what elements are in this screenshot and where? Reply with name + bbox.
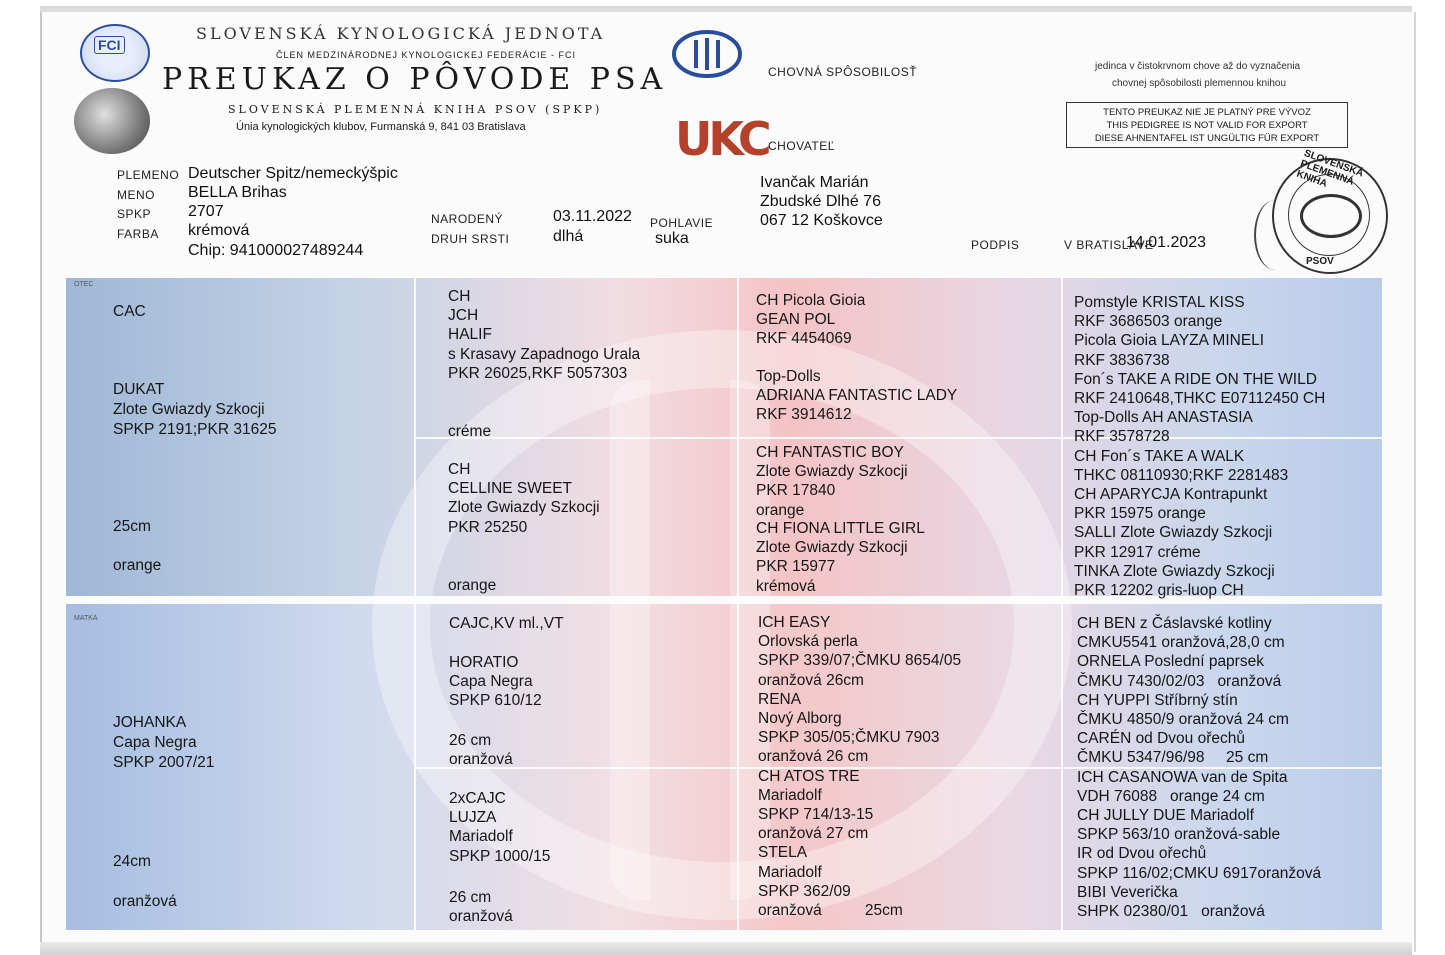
sire-title: CAC [113, 303, 146, 320]
breed-value: Deutscher Spitz/nemeckýšpic [188, 165, 398, 182]
sire-kennel: Zlote Gwiazdy Szkocji [113, 401, 265, 418]
dam-reg: SPKP 2007/21 [113, 754, 215, 771]
breeding-note-2: chovnej spôsobilosti plemennou knihou [1112, 78, 1287, 89]
name-value: BELLA Brihas [188, 184, 287, 201]
sire-height: 25cm [113, 518, 151, 535]
dam-dam-line: 2xCAJC LUJZA Mariadolf SPKP 1000/15 [449, 790, 551, 865]
sire-gen3-2: Top-Dolls ADRIANA FANTASTIC LADY RKF 3914612 [756, 368, 958, 424]
page-title: PREUKAZ O PÔVODE PSA [162, 62, 668, 97]
breeding-note-1: jedinca v čistokrvnom chove až do vyznačenia [1095, 61, 1301, 72]
breeder-street: Zbudské Dlhé 76 [760, 193, 881, 210]
sire-dam-line: CH CELLINE SWEET Zlote Gwiazdy Szkocji PKR 25250 [448, 461, 600, 536]
dam-sire-measure: 26 cm oranžová [449, 732, 513, 769]
union-address: Únia kynologických klubov, Furmanská 9, 841 03 Bratislava [236, 121, 526, 133]
spkp-value: 2707 [188, 203, 224, 220]
spkp-label: SPKP [117, 207, 152, 221]
fci-logo: FCI [80, 24, 150, 82]
dam-height: 24cm [113, 853, 151, 870]
sex-label: POHLAVIE [650, 216, 714, 230]
export-warning-sk: TENTO PREUKAZ NIE JE PLATNÝ PRE VÝVOZ [1103, 107, 1311, 118]
signature [1254, 200, 1296, 270]
export-warning-en: THIS PEDIGREE IS NOT VALID FOR EXPORT [1106, 120, 1308, 131]
sire-gen3-1: CH Picola Gioia GEAN POL RKF 4454069 [756, 292, 866, 348]
sire-name: DUKAT [113, 381, 165, 398]
sire-gen3-4: CH FIONA LITTLE GIRL Zlote Gwiazdy Szkocji PKR 15977 krémová [756, 520, 925, 595]
chip-value: Chip: 941000027489244 [188, 242, 364, 259]
skj-logo-icon [672, 30, 742, 78]
fci-member-line: ČLEN MEDZINÁRODNEJ KYNOLOGICKEJ FEDERÁCIE - FCI [276, 50, 577, 60]
dam-kennel: Capa Negra [113, 734, 197, 751]
dam-gen4: CH BEN z Čáslavské kotliny CMKU5541 oranžová,28,0 cm ORNELA Poslední paprsek ČMKU 7430/02/03 oranžová CH YUPPI Stříbrný stín ČMKU 4850/9 oranžová 24 cm CARÉN od Dvou ořechů ČMKU 5347/96/98 25 cm ICH CASANOWA van de Spita VDH 76088 orange 24 cm CH JULLY DUE Mariadolf SPKP 563/10 oranžová-sable IR od Dvou ořechů SPKP 116/02;CMKU 6917oranžová BIBI Veverička SHPK 02380/01 oranžová [1077, 615, 1322, 921]
watermark-bars [610, 380, 770, 900]
sire-reg: SPKP 2191;PKR 31625 [113, 421, 277, 438]
signature-label: PODPIS [971, 238, 1020, 252]
dam-sire-titles: CAJC,KV ml.,VT [449, 615, 564, 632]
dam-name: JOHANKA [113, 714, 187, 731]
sire-tag: OTEC [74, 281, 94, 288]
sire-sire-line: CH JCH HALIF s Krasavy Zapadnogo Urala PKR 26025,RKF 5057303 [448, 288, 641, 382]
sire-gen3-3: CH FANTASTIC BOY Zlote Gwiazdy Szkocji PKR 17840 orange [756, 444, 908, 519]
dam-sire-line: HORATIO Capa Negra SPKP 610/12 [449, 654, 542, 710]
export-warning-box [1066, 102, 1348, 148]
born-label: NARODENÝ [431, 212, 504, 226]
born-value: 03.11.2022 [553, 208, 632, 225]
breeder-name: Ivančak Marián [760, 174, 869, 191]
organization-name: SLOVENSKÁ KYNOLOGICKÁ JEDNOTA [196, 24, 606, 43]
breed-label: PLEMENO [117, 168, 180, 182]
sex-value: suka [655, 230, 689, 247]
color-label: FARBA [117, 227, 159, 241]
place-label: V BRATISLAVE [1064, 238, 1154, 252]
dam-tag: MATKA [74, 615, 98, 622]
breeding-label: CHOVNÁ SPÔSOBILOSŤ [768, 65, 918, 79]
sleeve-bottom [40, 942, 1412, 955]
issue-date: 14.01.2023 [1126, 234, 1207, 251]
stud-book: SLOVENSKÁ PLEMENNÁ KNIHA PSOV (SPKP) [228, 103, 603, 116]
name-label: MENO [117, 188, 155, 202]
ukc-logo: UKC [675, 112, 768, 166]
stamp-logo-icon [1300, 194, 1362, 238]
export-warning-de: DIESE AHNENTAFEL IST UNGÜLTIG FÜR EXPORT [1094, 133, 1320, 144]
color-value: krémová [188, 222, 250, 239]
sire-gen4: Pomstyle KRISTAL KISS RKF 3686503 orange Picola Gioia LAYZA MINELI RKF 3836738 Fon´s TAKE A RIDE ON THE WILD RKF 2410648,THKC E07112450 CH Top-Dolls AH ANASTASIA RKF 3578728 CH Fon´s TAKE A WALK THKC 08110930;RKF 2281483 CH APARYCJA Kontrapunkt PKR 15975 orange SALLI Zlote Gwiazdy Szkocji PKR 12917 créme TINKA Zlote Gwiazdy Szkocji PKR 12202 gris-luop CH [1074, 294, 1326, 600]
sire-dam-color: orange [448, 577, 497, 594]
sire-color: orange [113, 557, 162, 574]
dam-color: oranžová [113, 893, 177, 910]
breeder-city: 067 12 Koškovce [760, 212, 883, 229]
hologram-seal [74, 88, 150, 154]
coat-label: DRUH SRSTI [431, 232, 510, 246]
dam-gen3: ICH EASY Orlovská perla SPKP 339/07;ČMKU 8654/05 oranžová 26cm RENA Nový Alborg SPKP 305/05;ČMKU 7903 oranžová 26 cm CH ATOS TRE Mariadolf SPKP 714/13-15 oranžová 27 cm STELA Mariadolf SPKP 362/09 oranžová 25cm [758, 614, 962, 920]
coat-value: dlhá [553, 228, 584, 245]
dam-dam-measure: 26 cm oranžová [449, 889, 513, 926]
breeder-label: CHOVATEĽ [768, 139, 835, 153]
sire-sire-color: créme [448, 423, 492, 440]
stud-book-stamp: SLOVENSKÁ PLEMENNÁ KNIHA PSOV [1272, 158, 1388, 274]
